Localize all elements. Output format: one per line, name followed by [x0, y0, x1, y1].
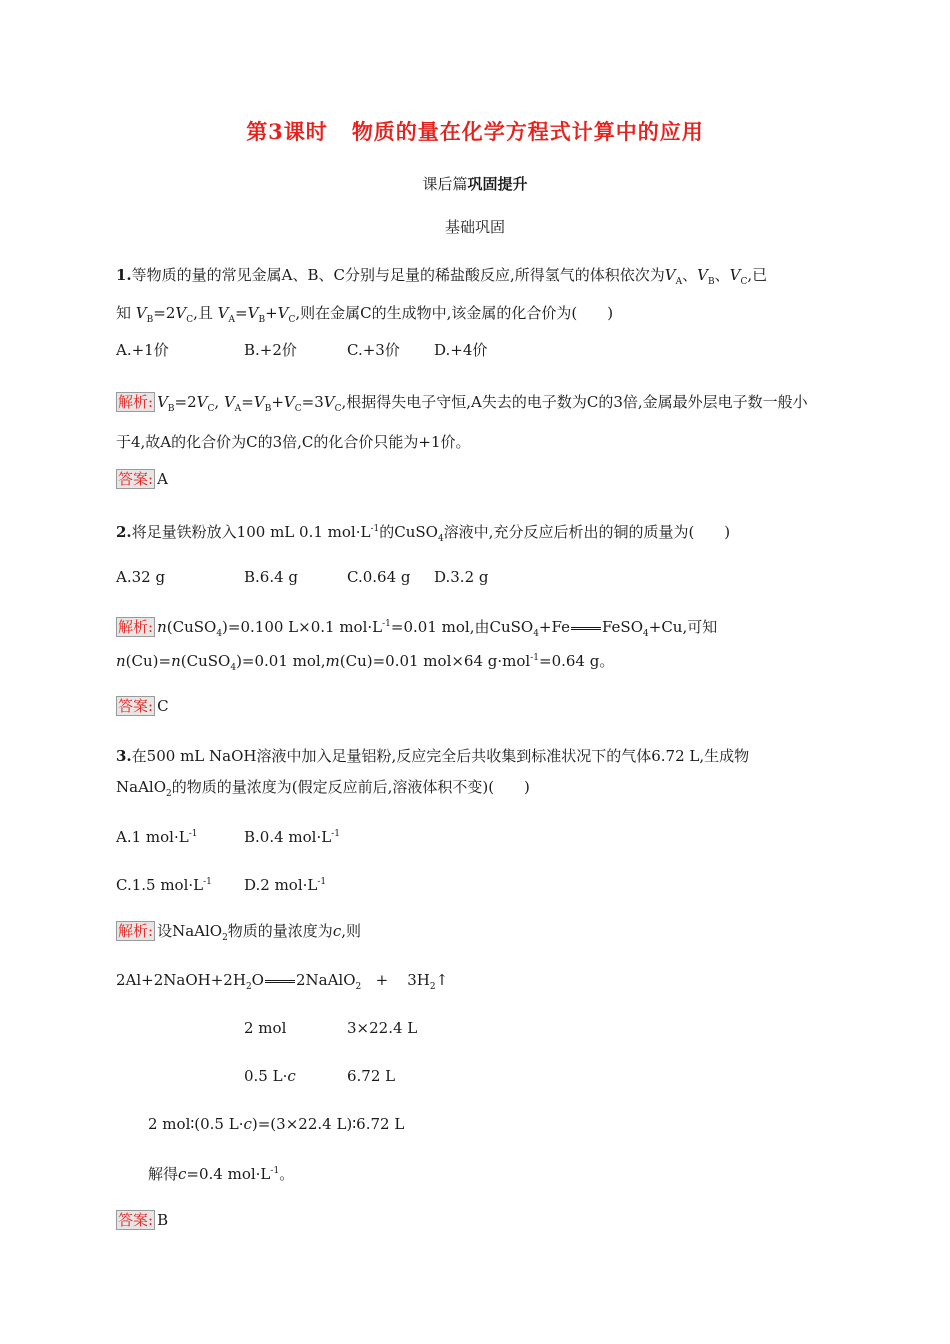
q3-stem-line2: NaAlO$_2$的物质的量浓度为(假定反应前后,溶液体积不变)( )	[116, 778, 530, 799]
section-heading: 基础巩固	[444, 218, 505, 236]
answer-tag: 答案:	[118, 1211, 154, 1229]
q3-analysis: 解析: 设NaAlO$_2$物质的量浓度为c,则	[118, 922, 361, 943]
q2-option-c: C.0.64 g	[347, 568, 411, 586]
q3-ratio: 2 mol∶(0.5 L·c)=(3×22.4 L)∶6.72 L	[148, 1115, 405, 1133]
q1-answer: 答案: A	[118, 470, 168, 488]
q2-answer: 答案: C	[118, 697, 169, 715]
q1-options	[116, 340, 487, 360]
q3-option-d: D.2 $mol\cdot L^{-1}$	[244, 876, 327, 894]
q3-option-b: B.0.4 $mol\cdot L^{-1}$	[244, 828, 340, 846]
answer-tag: 答案:	[118, 697, 154, 715]
q2-stem: 2.将足量铁粉放入100 mL 0.1 $mol\cdot L^{-1}$的CuSO$_4$溶液中,充分反应后析出的铜的质量为( )	[116, 523, 731, 544]
q2-option-d: D.3.2 g	[434, 568, 489, 586]
q3-options-row1	[116, 824, 340, 847]
q1-option-d: D.+4价	[434, 341, 488, 359]
q3-option-a: A.1 $mol\cdot L^{-1}$	[116, 828, 198, 846]
q3-solution: 解得c=0.4 $mol\cdot L^{-1}$。	[148, 1165, 295, 1183]
q3-answer: 答案: B	[118, 1211, 169, 1229]
q2-option-b: B.6.4 g	[244, 568, 299, 586]
q2-analysis-line2: n(Cu)=n(CuSO$_4$)=0.01 mol,m(Cu)=0.01 mol×64 g·mol$^{-1}$=0.64 g。	[116, 652, 615, 673]
lesson-number: 第3课时	[246, 119, 328, 144]
q1-analysis: 解析: $V_B=2V_C$, $V_A=V_B+V_C=3V_C$,根据得失电子守恒,A失去的电子数为C的3倍,金属最外层电子数一般小 于4,故A的化合价为C的3倍,C的化合价只能为+1价。	[116, 393, 808, 451]
q1-option-c: C.+3价	[347, 341, 400, 359]
q1-stem: 1.等物质的量的常见金属A、B、C分别与足量的稀盐酸反应,所得氢气的体积依次为$V_A$、$V_B$、$V_C$,已 知 $V_B=2V_C$,且 $V_A=V_B+V_C$,则在金属C的生成物中,该金属的化合价为( )	[116, 266, 768, 325]
analysis-tag: 解析:	[118, 922, 154, 940]
q2-analysis-line1: 解析: n(CuSO$_4$)=0.100 L×0.1 $mol\cdot L^{-1}=0.01$ mol,由CuSO$_4$+Fe FeSO$_4$+Cu,可知	[118, 618, 718, 639]
subtitle: 课后篇巩固提升	[422, 175, 528, 193]
q1-option-b: B.+2价	[244, 341, 297, 359]
q3-options-row2	[116, 872, 326, 895]
answer-tag: 答案:	[118, 470, 154, 488]
q3-equation: $2Al+2NaOH+2H_2O$ 2NaAlO$_2$ + $3H_2↑$	[116, 971, 449, 992]
q2-option-a: A.32 g	[116, 568, 166, 586]
q3-eq-row2: 0.5 L·c 6.72 L	[244, 1067, 396, 1085]
q2-options	[116, 567, 489, 587]
q3-eq-row1: 2 mol 3×22.4 L	[244, 1019, 418, 1037]
q3-option-c: C.1.5 $mol\cdot L^{-1}$	[116, 876, 212, 894]
page-title	[0, 116, 950, 146]
q1-option-a: A.+1价	[116, 341, 169, 359]
analysis-tag: 解析:	[118, 618, 154, 636]
lesson-title: 物质的量在化学方程式计算中的应用	[351, 119, 704, 144]
analysis-tag: 解析:	[118, 393, 154, 411]
q3-stem-line1: 3.在500 mL NaOH溶液中加入足量铝粉,反应完全后共收集到标准状况下的气体6.72 L,生成物	[116, 747, 750, 765]
